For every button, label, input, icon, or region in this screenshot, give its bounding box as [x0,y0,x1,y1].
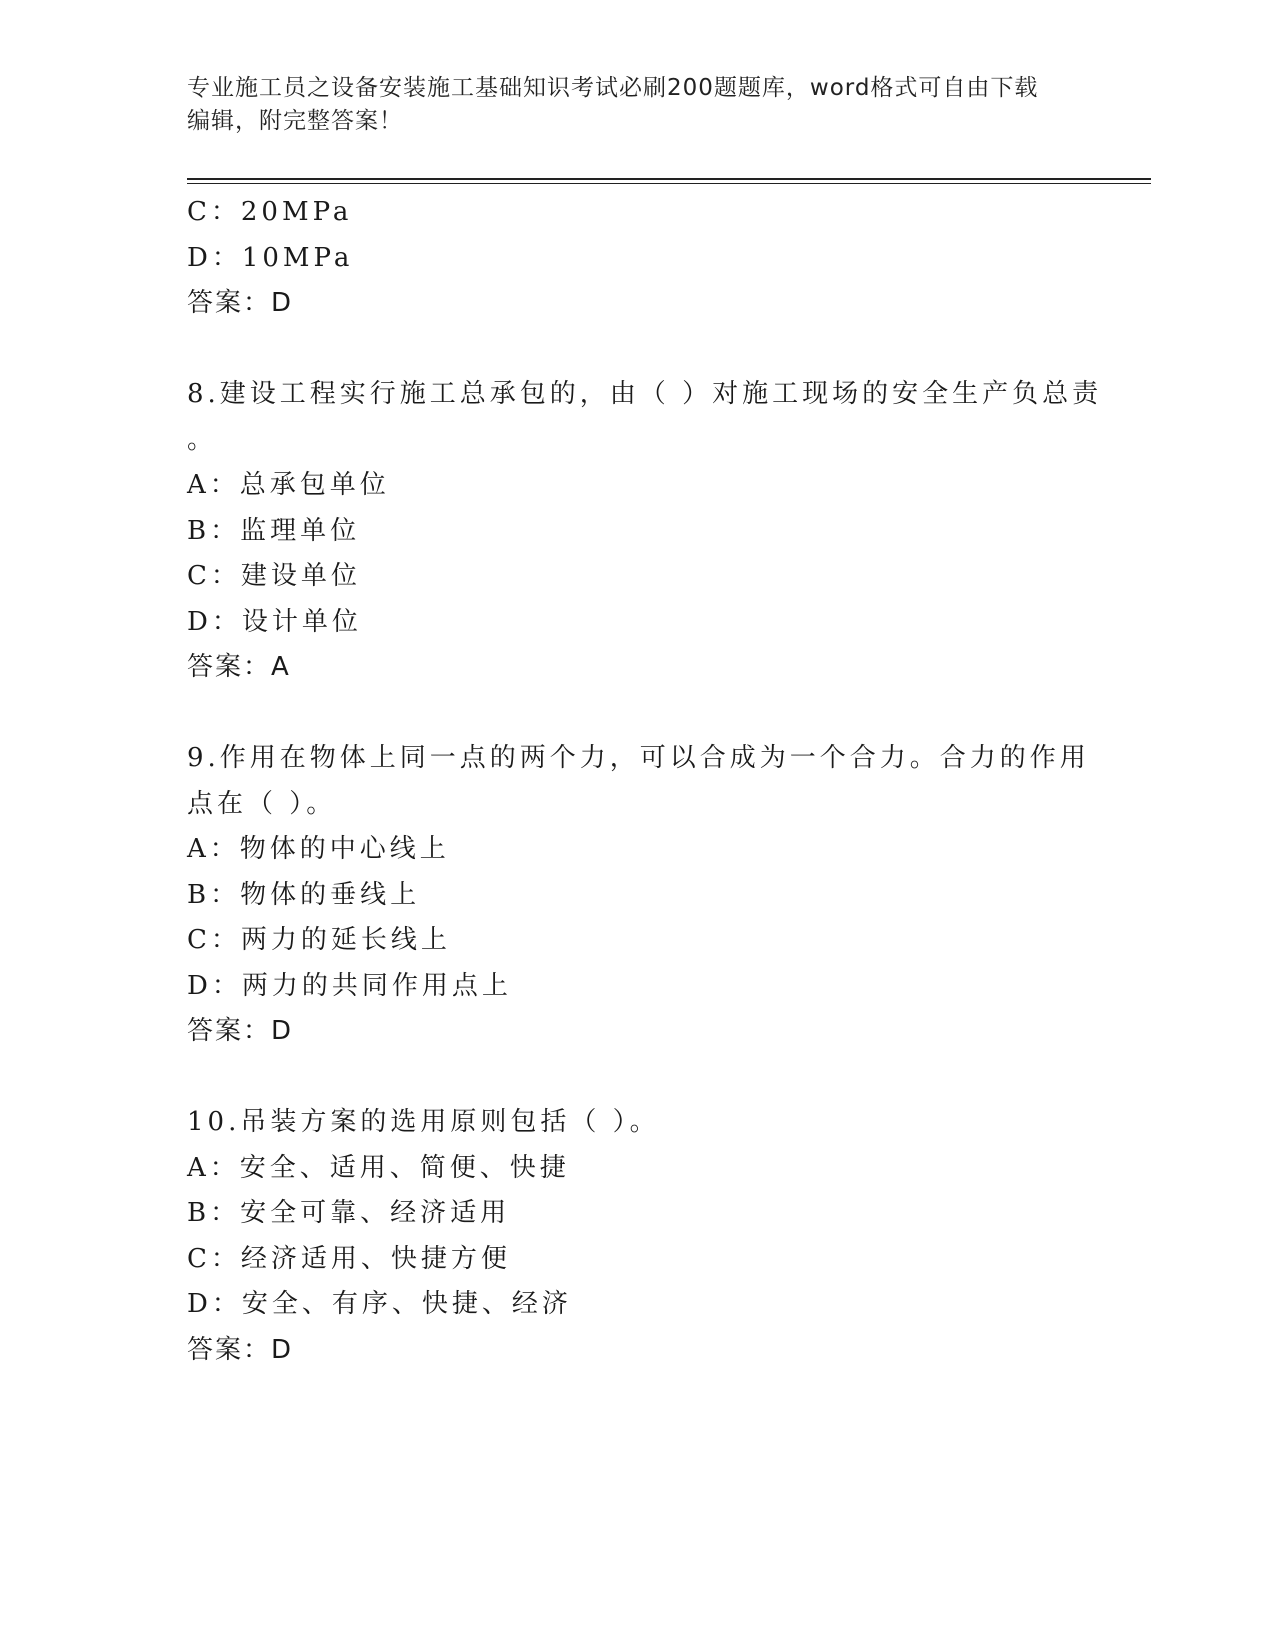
answer-line: 答案：D [187,1016,294,1046]
header-divider-thick [187,178,1151,180]
header-line-1: 专业施工员之设备安装施工基础知识考试必刷200题题库，word格式可自由下载 [187,75,1039,101]
option-a: A：总承包单位 [187,470,390,500]
option-c: C：两力的延长线上 [187,925,451,955]
spacer [187,1055,1087,1101]
option-d: D：10MPa [187,242,354,273]
question-list [187,190,1103,1373]
option-b: B：物体的垂线上 [187,879,421,910]
option-c: C：建设单位 [187,561,361,591]
header-line-2: 编辑，附完整答案！ [187,108,403,134]
option-d: D：两力的共同作用点上 [187,970,512,1001]
question-stem: 10.吊装方案的选用原则包括（ ）。 [187,1107,660,1137]
question-10 [187,1100,1087,1373]
partial-question [187,190,1087,327]
question-stem-continued: 点在（ ）。 [187,788,337,819]
option-c: C：经济适用、快捷方便 [187,1243,511,1274]
document-header [187,72,1087,138]
answer-line: 答案：D [187,1334,294,1365]
question-stem: 9.作用在物体上同一点的两个力，可以合成为一个合力。合力的作用 [187,743,1090,773]
option-a: A：物体的中心线上 [187,834,450,864]
question-stem: 8.建设工程实行施工总承包的，由（ ）对施工现场的安全生产负总责 [187,379,1103,409]
question-stem-continued: 。 [187,424,218,455]
option-d: D：安全、有序、快捷、经济 [187,1289,572,1319]
question-8 [187,372,1103,691]
spacer [187,691,1087,737]
option-b: B：安全可靠、经济适用 [187,1198,511,1228]
option-d: D：设计单位 [187,606,362,637]
option-a: A：安全、适用、简便、快捷 [187,1152,570,1183]
question-9 [187,736,1090,1055]
option-b: B：监理单位 [187,515,361,546]
answer-line: 答案：D [187,288,294,318]
answer-line: 答案：A [187,652,291,682]
option-c: C：20MPa [187,197,353,227]
header-divider-thin [187,183,1151,184]
spacer [187,327,1087,373]
